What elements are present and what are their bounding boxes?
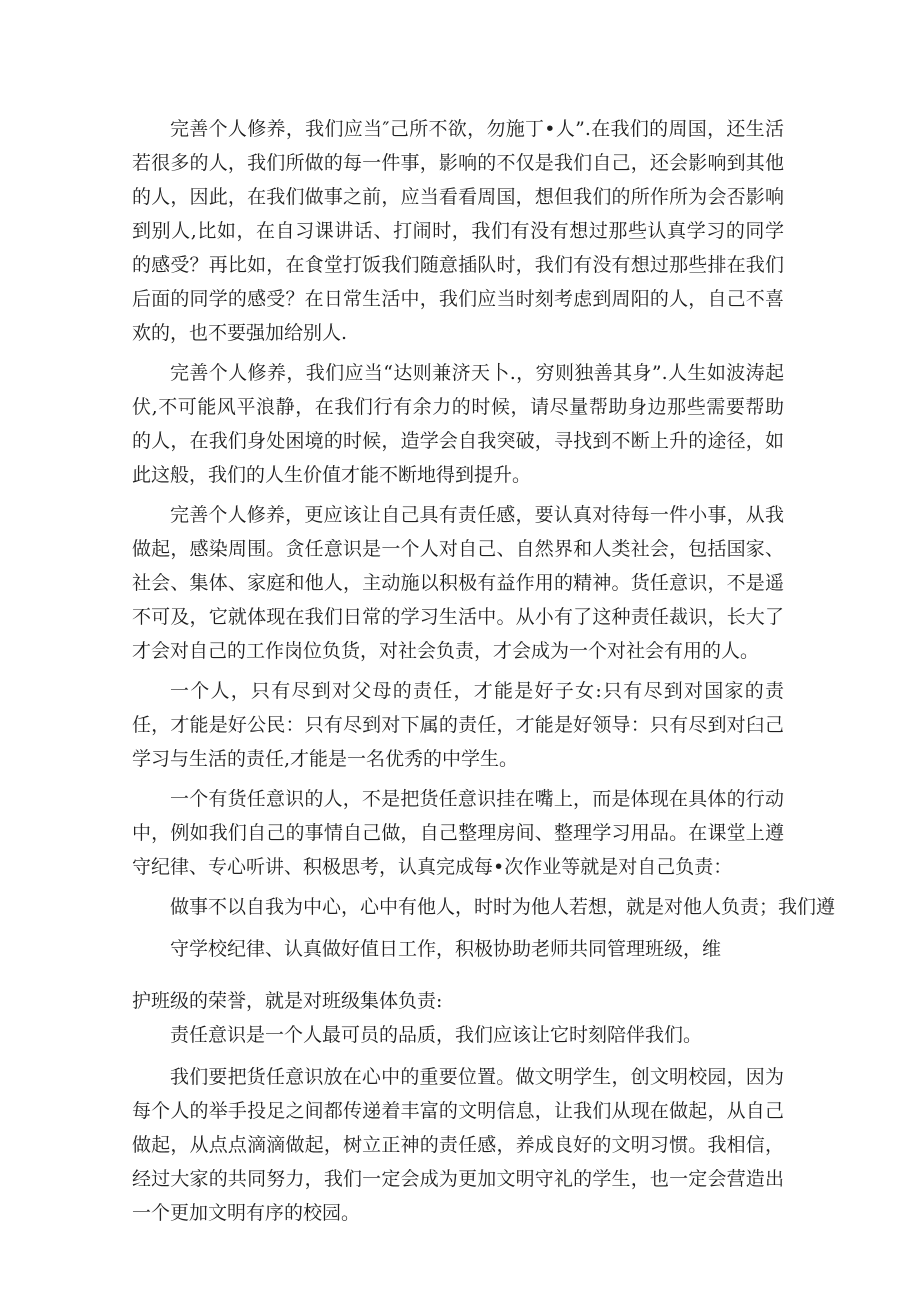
text-line: 护班级的荣誉，就是对班级集体负责: — [132, 990, 443, 1012]
document-body — [132, 112, 836, 1236]
paragraph: 我们要把货任意识放在心中的重要位置。做文明学生，创文明校园，因为每个人的举手投足之间都传递着丰富的文明信息，让我们从现在做起，从自己做起，从点点滴滴做起，树立正神的责任感，养成良好的文明习惯。我相信，经过大家的共同努力，我们一定会成为更加文明守礼的学生，也一定会营造出一个更加文明有序的校园。 — [132, 1066, 784, 1224]
text-line: 守学校纪律、认真做好值日工作，积极协助老师共同管理班级，维 — [170, 938, 722, 960]
paragraph: 完善个人修养，我们应当″己所不欲，勿施丁•人”.在我们的周国，还生活若很多的人，我们所做的每一件事，影响的不仅是我们自己，还会影响到其他的人，因此，在我们做事之前，应当看看周国，想但我们的所作所为会否影响到别人,比如，在自习课讲话、打闹时，我们有没有想过那些认真学习的同学的感受？再比如，在食堂打饭我们随意插队时，我们有没有想过那些排在我们后面的同学的感受？在日常生活中，我们应当时刻考虑到周阳的人，自己不喜欢的，也不要强加给别人. — [132, 118, 784, 344]
text-line: 责任意识是一个人最可员的品质，我们应该让它时刻陪伴我们。 — [170, 1024, 703, 1046]
paragraph: 一个有货任意识的人，不是把货任意识挂在嘴上，而是体现在具体的行动中，例如我们自己的事情自己做，自己整理房间、整理学习用品。在课堂上遵守纪律、专心听讲、积极思考，认真完成每•次作业等就是对自己负责： — [132, 788, 784, 878]
paragraph: 完善个人修养，更应该让自己具有责任感，要认真对待每一件小事，从我做起，感染周围。贪任意识是一个人对自己、自然界和人类社会，包括国家、社会、集体、家庭和他人，主动施以积极有益作用的精神。货任意识，不是遥不可及，它就体现在我们日常的学习生活中。从小有了这种责任裁识，长大了才会对自己的工作岗位负货，对社会负责，才会成为一个对社会有用的人。 — [132, 504, 784, 662]
paragraph: 完善个人修养，我们应当“达则兼济天卜.，穷则独善其身”.人生如波涛起伏,不可能风平浪静，在我们行有余力的时候，请尽量帮助身边那些需要帮助的人，在我们身处困境的时候，造学会自我突破，寻找到不断上升的途径，如此这般，我们的人生价值才能不断地得到提升。 — [132, 362, 784, 486]
paragraph: 一个人，只有尽到对父母的责任，才能是好子女:只有尽到对国家的责任，才能是好公民：只有尽到对下属的责任，才能是好领导：只有尽到对臼己学习与生活的责任,才能是一名优秀的中学生。 — [132, 680, 784, 770]
text-line: 做事不以自我为中心，心中有他人，时时为他人若想，就是对他人负责；我们遵 — [170, 896, 836, 918]
